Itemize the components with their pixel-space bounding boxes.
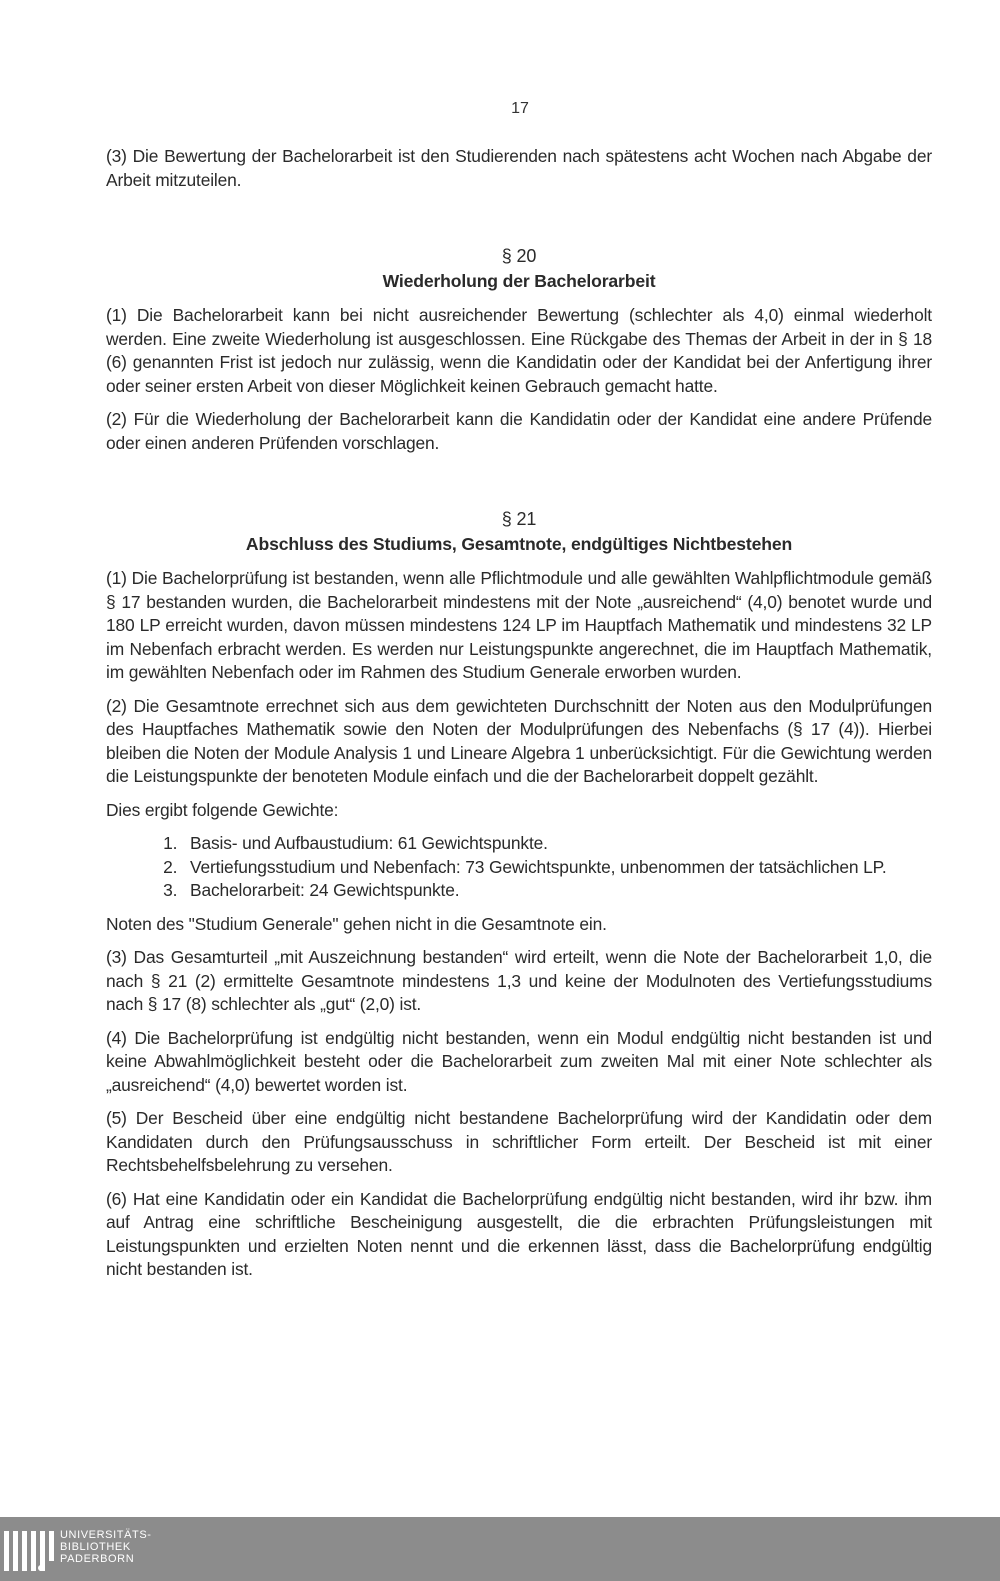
page-number: 17 — [511, 100, 529, 117]
section-21-title: Abschluss des Studiums, Gesamtnote, endgültiges Nichtbestehen — [245, 534, 793, 554]
logo-line-2: BIBLIOTHEK — [60, 1541, 131, 1553]
section-21-number: § 21 — [501, 509, 537, 529]
page-content — [106, 145, 932, 1292]
weights-intro: Dies ergibt folgende Gewichte: — [106, 799, 339, 820]
library-logo — [4, 1527, 152, 1575]
weights-list — [106, 832, 932, 903]
studium-generale-note: Noten des "Studium Generale" gehen nicht in die Gesamtnote ein. — [106, 913, 607, 934]
paragraph-21-2: (2) Die Gesamtnote errechnet sich aus dem gewichteten Durchschnitt der Noten aus den Modulprüfungen des Hauptfaches Mathematik sowie den Noten der Modulprüfungen des Nebenfachs (§ 17 (4)). Hierbei bleiben die Noten der Module Analysis 1 und Lineare Algebra 1 unberücksichtigt. Für die Gewichtung werden die Leistungspunkte der benoteten Module einfach und die der Bachelorarbeit doppelt gezählt. — [106, 695, 932, 786]
logo-line-1: UNIVERSITÄTS- — [60, 1529, 152, 1541]
logo-text — [60, 1527, 152, 1565]
list-item: 3. Bachelorarbeit: 24 Gewichtspunkte. — [182, 879, 932, 903]
paragraph-21-5: (5) Der Bescheid über eine endgültig nicht bestandene Bachelorprüfung wird der Kandidatin oder dem Kandidaten durch den Prüfungsausschuss in schriftlicher Form erteilt. Der Bescheid ist mit einer Rechtsbehelfsbelehrung zu versehen. — [106, 1108, 932, 1175]
paragraph-20-1: (1) Die Bachelorarbeit kann bei nicht ausreichender Bewertung (schlechter als 4,0) einmal wiederholt werden. Eine zweite Wiederholung ist ausgeschlossen. Eine Rückgabe des Themas der Arbeit in der in § 18 (6) genannten Frist ist jedoch nur zulässig, wenn die Kandidatin oder der Kandidat bei der Anfertigung ihrer oder seiner ersten Arbeit von dieser Möglichkeit keinen Gebrauch gemacht hatte. — [106, 305, 932, 396]
paragraph-21-4: (4) Die Bachelorprüfung ist endgültig nicht bestanden, wenn ein Modul endgültig nicht bestanden ist und keine Abwahlmöglichkeit besteht oder die Bachelorarbeit zum zweiten Mal mit einer Note schlechter als „ausreichend“ (4,0) bewertet worden ist. — [106, 1027, 932, 1095]
logo-line-3: PADERBORN — [60, 1553, 135, 1565]
paragraph-21-3: (3) Das Gesamturteil „mit Auszeichnung bestanden“ wird erteilt, wenn die Note der Bachelorarbeit 1,0, die nach § 21 (2) ermittelte Gesamtnote mindestens 1,3 und keine der Modulnoten des Vertiefungsstudiums nach § 17 (8) schlechter als „gut“ (2,0) ist. — [106, 947, 932, 1014]
paragraph-21-6: (6) Hat eine Kandidatin oder ein Kandidat die Bachelorprüfung endgültig nicht bestanden, wird ihr bzw. ihm auf Antrag eine schriftliche Bescheinigung ausgestellt, die die erbrachten Prüfungsleistungen mit Leistungspunkten und erzielten Noten nennt und die erkennen lässt, dass die Bachelorprüfung endgültig nicht bestanden ist. — [106, 1188, 932, 1279]
section-20-number: § 20 — [501, 246, 537, 266]
list-item: 2. Vertiefungsstudium und Nebenfach: 73 Gewichtspunkte, unbenommen der tatsächlichen LP. — [182, 856, 932, 880]
paragraph-21-1: (1) Die Bachelorprüfung ist bestanden, wenn alle Pflichtmodule und alle gewählten Wahlpflichtmodule gemäß § 17 bestanden wurden, die Bachelorarbeit mindestens mit der Note „ausreichend“ (4,0) benotet wurde und 180 LP erreicht wurden, davon müssen mindestens 124 LP im Hauptfach Mathematik und mindestens 32 LP im Nebenfach erbracht werden. Es werden nur Leistungspunkte angerechnet, die im Hauptfach Mathematik, im gewählten Nebenfach oder im Rahmen des Studium Generale erworben wurden. — [106, 568, 932, 682]
logo-bars-icon — [4, 1527, 54, 1571]
footer-bar — [0, 1517, 1000, 1581]
paragraph-19-3: (3) Die Bewertung der Bachelorarbeit ist den Studierenden nach spätestens acht Wochen nach Abgabe der Arbeit mitzuteilen. — [106, 146, 932, 190]
logo-dot-icon — [38, 1565, 44, 1571]
section-20-title: Wiederholung der Bachelorarbeit — [382, 271, 656, 291]
section-20-heading — [106, 244, 932, 294]
section-21-heading — [106, 507, 932, 557]
list-item: 1. Basis- und Aufbaustudium: 61 Gewichtspunkte. — [182, 832, 932, 856]
paragraph-20-2: (2) Für die Wiederholung der Bachelorarbeit kann die Kandidatin oder der Kandidat eine andere Prüfende oder einen anderen Prüfenden vorschlagen. — [106, 409, 932, 453]
